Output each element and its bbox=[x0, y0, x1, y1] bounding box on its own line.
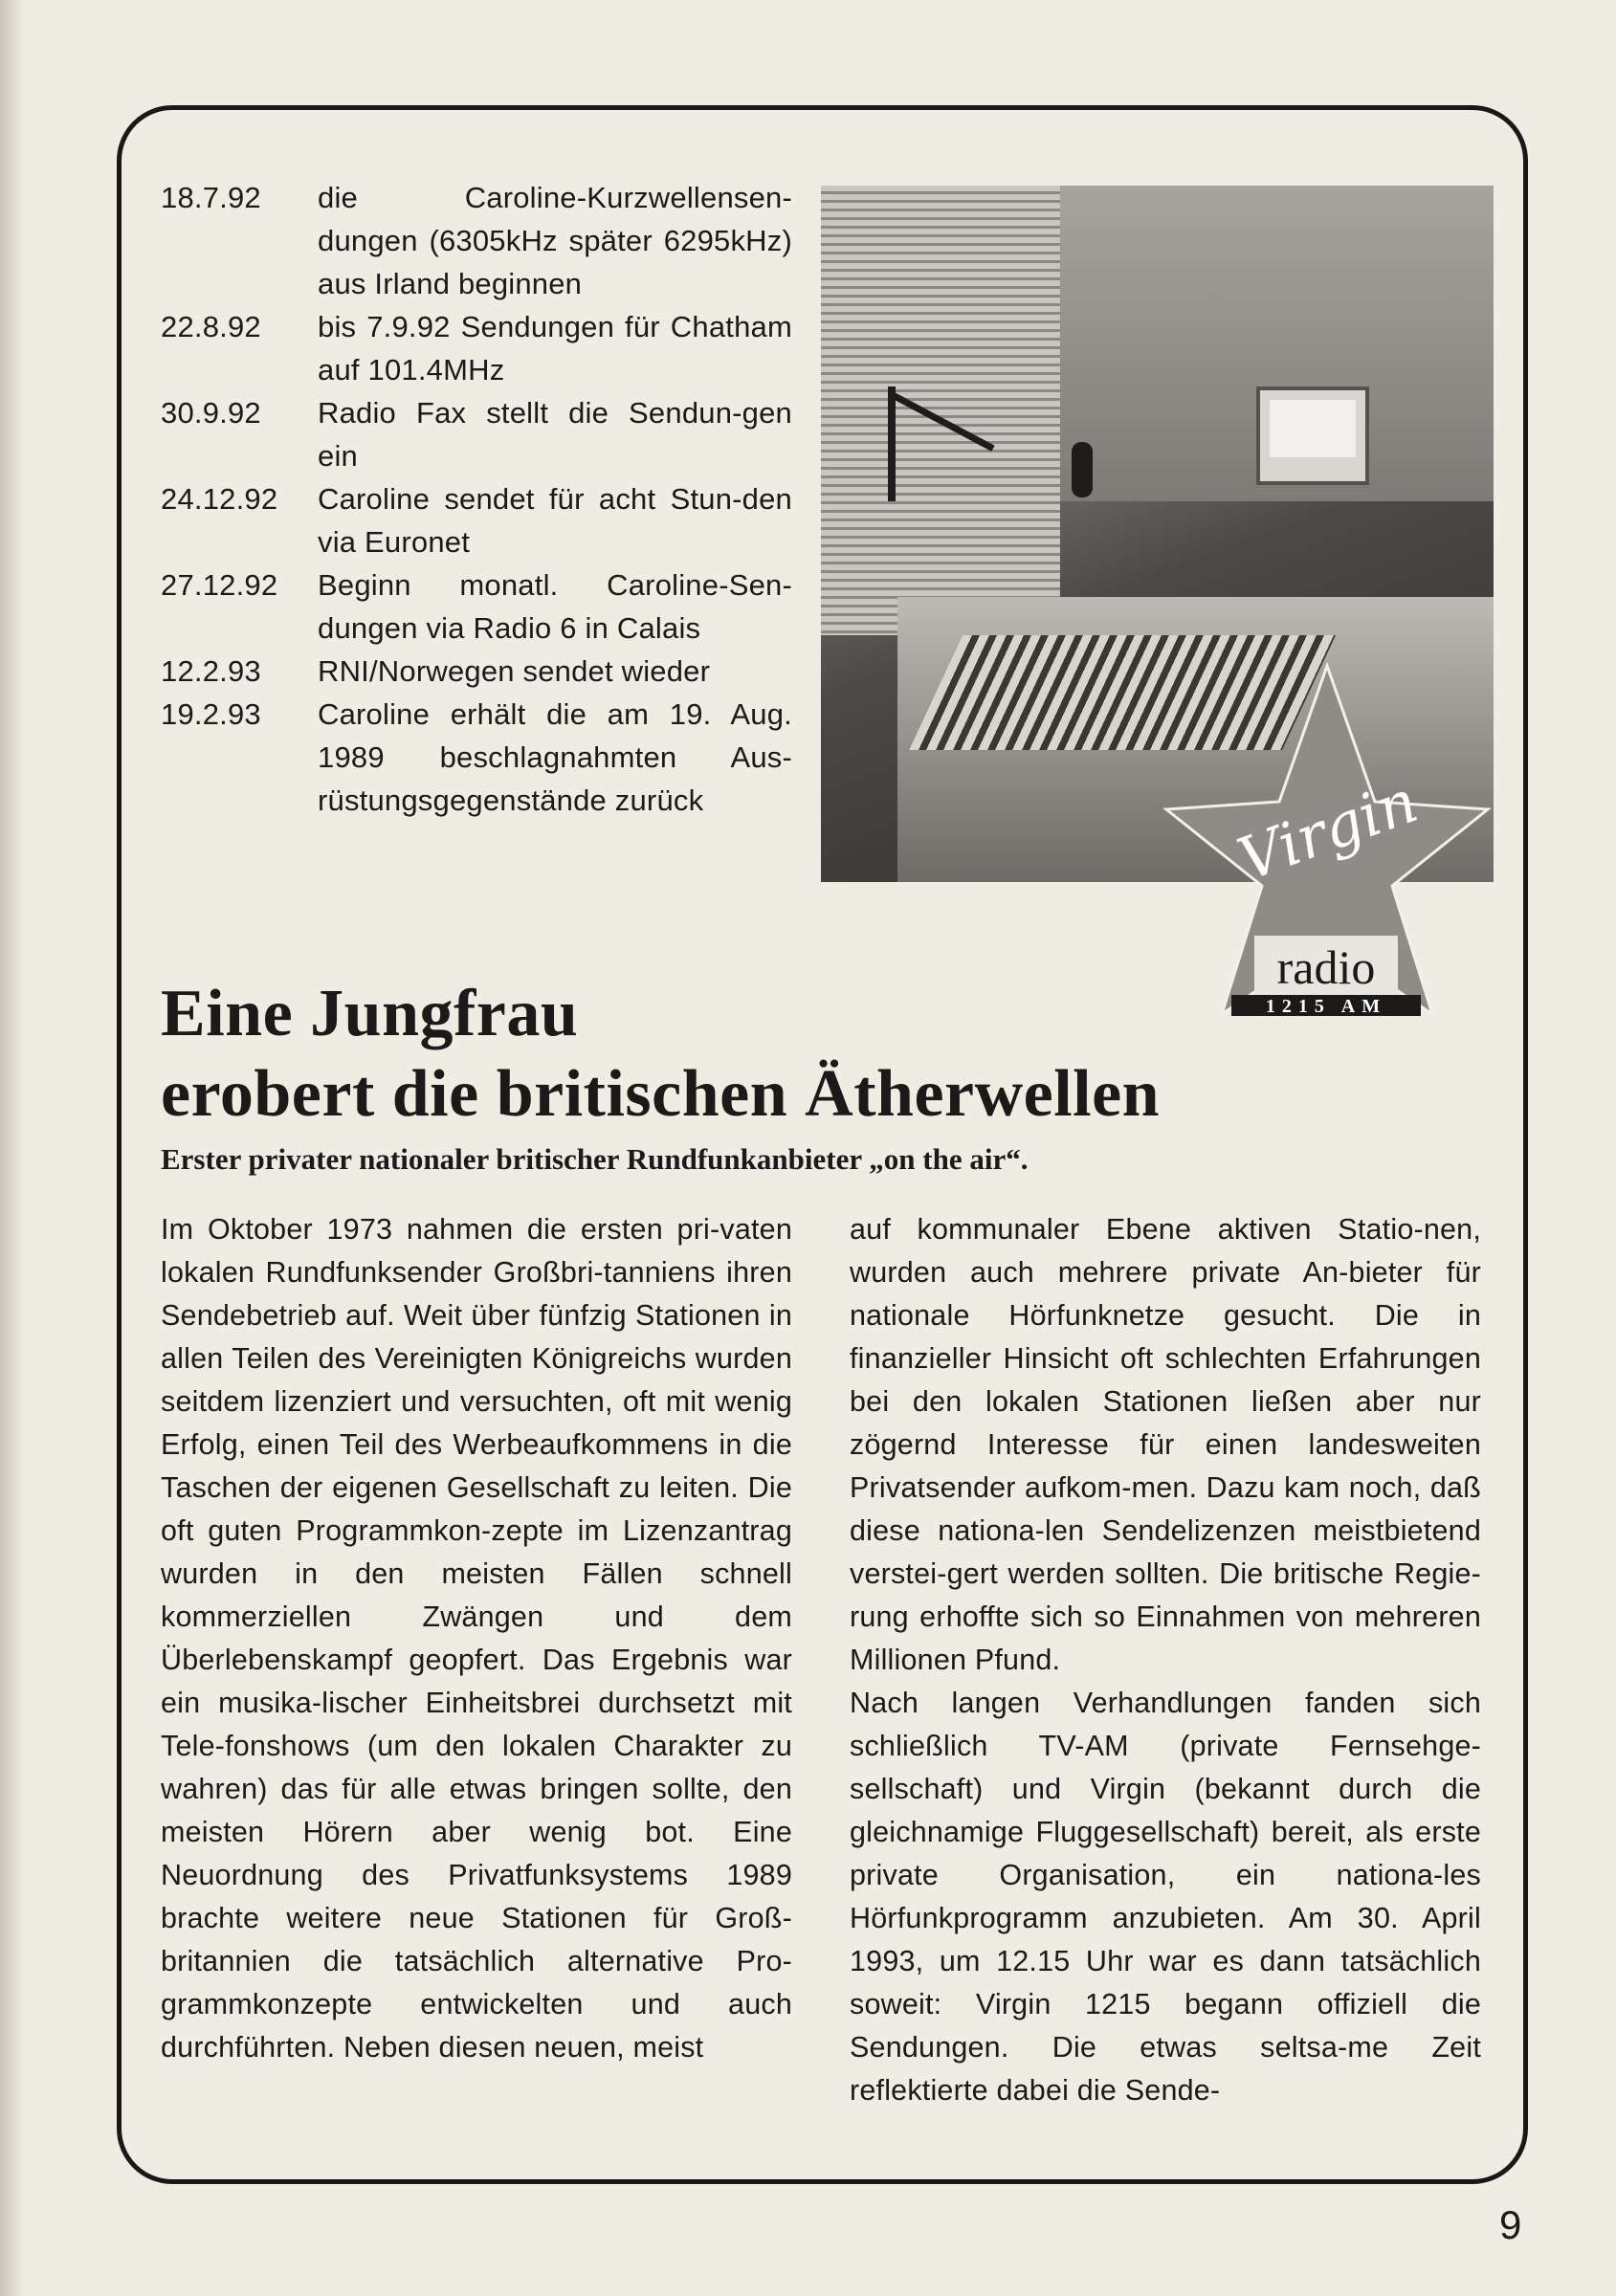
logo-word: radio bbox=[1276, 940, 1376, 994]
microphone bbox=[1072, 442, 1093, 497]
chronology-entry bbox=[161, 563, 792, 650]
entry-date: 12.2.93 bbox=[161, 654, 261, 688]
headline-line-2: erobert die britischen Ätherwellen bbox=[161, 1057, 1161, 1131]
body-column-left bbox=[161, 1208, 792, 2069]
logo-frequency: 1215 AM bbox=[1265, 996, 1387, 1017]
entry-text: Beginn monatl. Caroline-Sen-dungen via Radio 6 in Calais bbox=[318, 568, 792, 645]
chronology-list bbox=[161, 176, 792, 822]
entry-text: RNI/Norwegen sendet wieder bbox=[318, 654, 711, 688]
logo-script: Virgin bbox=[1229, 765, 1427, 895]
entry-text: Caroline sendet für acht Stun-den via Euronet bbox=[318, 482, 792, 559]
entry-date: 18.7.92 bbox=[161, 181, 261, 214]
entry-text: bis 7.9.92 Sendungen für Chatham auf 101.4MHz bbox=[318, 310, 792, 386]
studio-monitor bbox=[1256, 386, 1369, 485]
page-spine bbox=[0, 0, 25, 2296]
headline bbox=[161, 974, 1491, 1135]
chronology-entry bbox=[161, 477, 792, 563]
window-blinds bbox=[821, 186, 1060, 635]
entry-text: die Caroline-Kurzwellensen-dungen (6305kHz später 6295kHz) aus Irland beginnen bbox=[318, 181, 792, 300]
chronology-entry bbox=[161, 391, 792, 477]
virgin-radio-logo bbox=[1162, 658, 1493, 1017]
body-paragraph: auf kommunaler Ebene aktiven Statio-nen, wurden auch mehrere private An-bieter für nationale Hörfunknetze gesucht. Die in finanzieller Hinsicht oft schlechten Erfahrungen bei den lokalen Stationen ließen aber nur zögernd Interesse für einen landesweiten Privatsender aufkom-men. Dazu kam noch, daß diese nationa-len Sendelizenzen meistbietend verstei-gert werden sollten. Die britische Regie-rung erhoffte sich so Einnahmen von mehreren Millionen Pfund. bbox=[850, 1213, 1481, 1676]
entry-date: 30.9.92 bbox=[161, 396, 261, 430]
chronology-entry bbox=[161, 650, 792, 693]
body-column-right bbox=[850, 1208, 1481, 2112]
subheadline: Erster privater nationaler britischer Rundfunkanbieter „on the air“. bbox=[161, 1142, 1029, 1176]
entry-date: 27.12.92 bbox=[161, 568, 278, 602]
entry-text: Radio Fax stellt die Sendun-gen ein bbox=[318, 396, 792, 473]
page-number: 9 bbox=[1499, 2202, 1522, 2247]
entry-date: 24.12.92 bbox=[161, 482, 278, 516]
chronology-entry bbox=[161, 693, 792, 822]
body-paragraph: Im Oktober 1973 nahmen die ersten pri-vaten lokalen Rundfunksender Großbri-tanniens ihren Sendebetrieb auf. Weit über fünfzig Stationen in allen Teilen des Vereinigten Königreichs wurden seitdem lizenziert und versuchten, oft mit wenig Erfolg, einen Teil des Werbeaufkommens in die Taschen der eigenen Gesellschaft zu leiten. Die oft guten Programmkon-zepte im Lizenzantrag wurden in den meisten Fällen schnell kommerziellen Zwängen und dem Überlebenskampf geopfert. Das Ergebnis war ein musika-lischer Einheitsbrei durchsetzt mit Tele-fonshows (um den lokalen Charakter zu wahren) das für alle etwas bringen sollte, den meisten Hörern aber wenig bot. Eine Neuordnung des Privatfunksystems 1989 brachte weitere neue Stationen für Groß-britannien die tatsächlich alternative Pro-grammkonzepte entwickelten und auch durchführten. Neben diesen neuen, meist bbox=[161, 1213, 792, 2064]
entry-date: 22.8.92 bbox=[161, 310, 261, 343]
entry-text: Caroline erhält die am 19. Aug. 1989 beschlagnahmten Aus-rüstungsgegenstände zurück bbox=[318, 697, 792, 817]
chronology-entry bbox=[161, 305, 792, 391]
chronology-entry bbox=[161, 176, 792, 305]
microphone-arm bbox=[888, 386, 896, 501]
headline-line-1: Eine Jungfrau bbox=[161, 977, 579, 1050]
entry-date: 19.2.93 bbox=[161, 697, 261, 731]
body-paragraph: Nach langen Verhandlungen fanden sich schließlich TV-AM (private Fernsehge-sellschaft) und Virgin (bekannt durch die gleichnamige Fluggesellschaft) bereit, als erste private Organisation, ein nationa-les Hörfunkprogramm anzubieten. Am 30. April 1993, um 12.15 Uhr war es dann tatsächlich soweit: Virgin 1215 begann offiziell die Sendungen. Die etwas seltsa-me Zeit reflektierte dabei die Sende- bbox=[850, 1687, 1481, 2107]
